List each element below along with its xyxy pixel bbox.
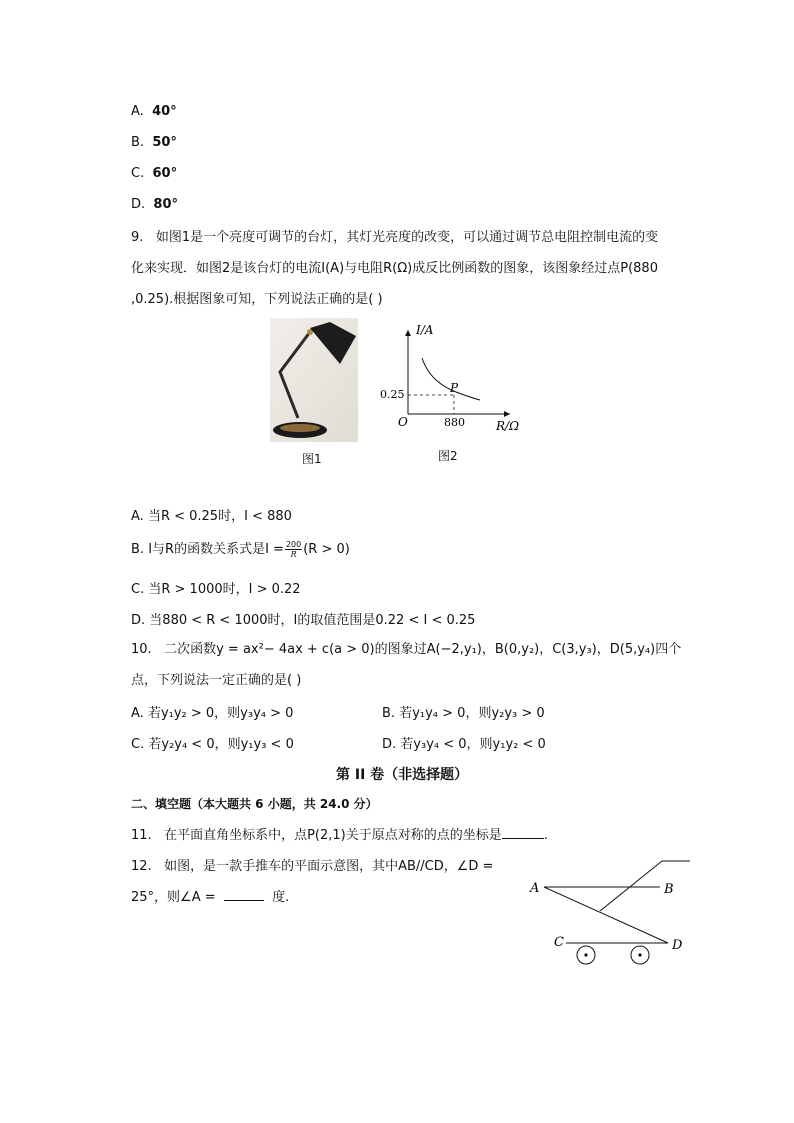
prev-option-a: A. 40°: [131, 104, 177, 119]
label-b: B: [664, 882, 674, 897]
q11-number: 11.: [131, 828, 152, 843]
label-a: A: [530, 881, 540, 896]
y-tick-label: 0.25: [380, 388, 405, 401]
q10-line2: 点，下列说法一定正确的是( ): [131, 673, 302, 688]
section2-header: 二、填空题（本大题共 6 小题，共 24.0 分）: [131, 797, 378, 811]
q9-option-c: C. 当R > 1000时，I > 0.22: [131, 582, 301, 597]
q9-line2: 化来实现．如图2是该台灯的电流I(A)与电阻R(Ω)成反比例函数的图象，该图象经过点P(880: [131, 261, 658, 276]
q12-line2: 25°，则∠A = 度.: [131, 890, 290, 905]
q10-option-d: D. 若y₃y₄ < 0，则y₁y₂ < 0: [382, 737, 546, 752]
prev-option-d: D. 80°: [131, 197, 179, 212]
label-d: D: [672, 938, 683, 953]
part2-title: 第 II 卷（非选择题）: [336, 767, 469, 783]
q12-line1: 12. 如图，是一款手推车的平面示意图，其中AB//CD，∠D =: [131, 859, 494, 874]
option-d-text: 80°: [153, 197, 179, 212]
q10-option-c: C. 若y₂y₄ < 0，则y₁y₃ < 0: [131, 737, 294, 752]
label-c: C: [554, 935, 564, 950]
q9-line1: 9. 如图1是一个亮度可调节的台灯，其灯光亮度的改变，可以通过调节总电阻控制电流的变: [131, 230, 659, 245]
fraction: $\frac{200}{R}$: [285, 540, 302, 559]
lamp-photo: [270, 318, 358, 442]
fig1-caption: 图1: [302, 452, 322, 466]
option-b-text: 50°: [152, 135, 177, 150]
option-c-text: 60°: [152, 166, 178, 181]
q9-number: 9.: [131, 230, 144, 245]
fig2-caption: 图2: [438, 449, 458, 463]
q9-option-a: A. 当R < 0.25时，I < 880: [131, 509, 292, 524]
x-tick-label: 880: [444, 416, 465, 429]
answer-blank[interactable]: [224, 888, 264, 901]
handle-diagonal: [600, 861, 662, 911]
origin-label: O: [398, 415, 408, 429]
y-axis-arrow: [405, 330, 411, 336]
q9-option-b: B. I与R的函数关系式是I = $\frac{200}{R}$ (R > 0): [131, 540, 350, 559]
q11: 11. 在平面直角坐标系中，点P(2,1)关于原点对称的点的坐标是 .: [131, 828, 548, 843]
y-axis-label: I/A: [416, 323, 434, 337]
q9-option-d: D. 当880 < R < 1000时，I的取值范围是0.22 < I < 0.25: [131, 613, 476, 628]
q9-line3: ,0.25).根据图象可知，下列说法正确的是( ): [131, 292, 383, 307]
q10-line1: 10. 二次函数y = ax²− 4ax + c(a > 0)的图象过A(−2,y₁)，B(0,y₂)，C(3,y₃)，D(5,y₄)四个: [131, 642, 682, 657]
x-axis-arrow: [504, 411, 510, 417]
point-p-label: P: [450, 381, 459, 395]
x-axis-label: R/Ω: [496, 419, 520, 433]
q10-option-a: A. 若y₁y₂ > 0，则y₃y₄ > 0: [131, 706, 294, 721]
option-a-text: 40°: [152, 104, 177, 119]
q10-number: 10.: [131, 642, 152, 657]
q10-option-b: B. 若y₁y₄ > 0，则y₂y₃ > 0: [382, 706, 545, 721]
answer-blank[interactable]: [502, 826, 544, 839]
q12-number: 12.: [131, 859, 152, 874]
cart-diagram: [528, 855, 692, 971]
prev-option-b: B. 50°: [131, 135, 177, 150]
prev-option-c: C. 60°: [131, 166, 178, 181]
inverse-graph: [376, 318, 536, 438]
